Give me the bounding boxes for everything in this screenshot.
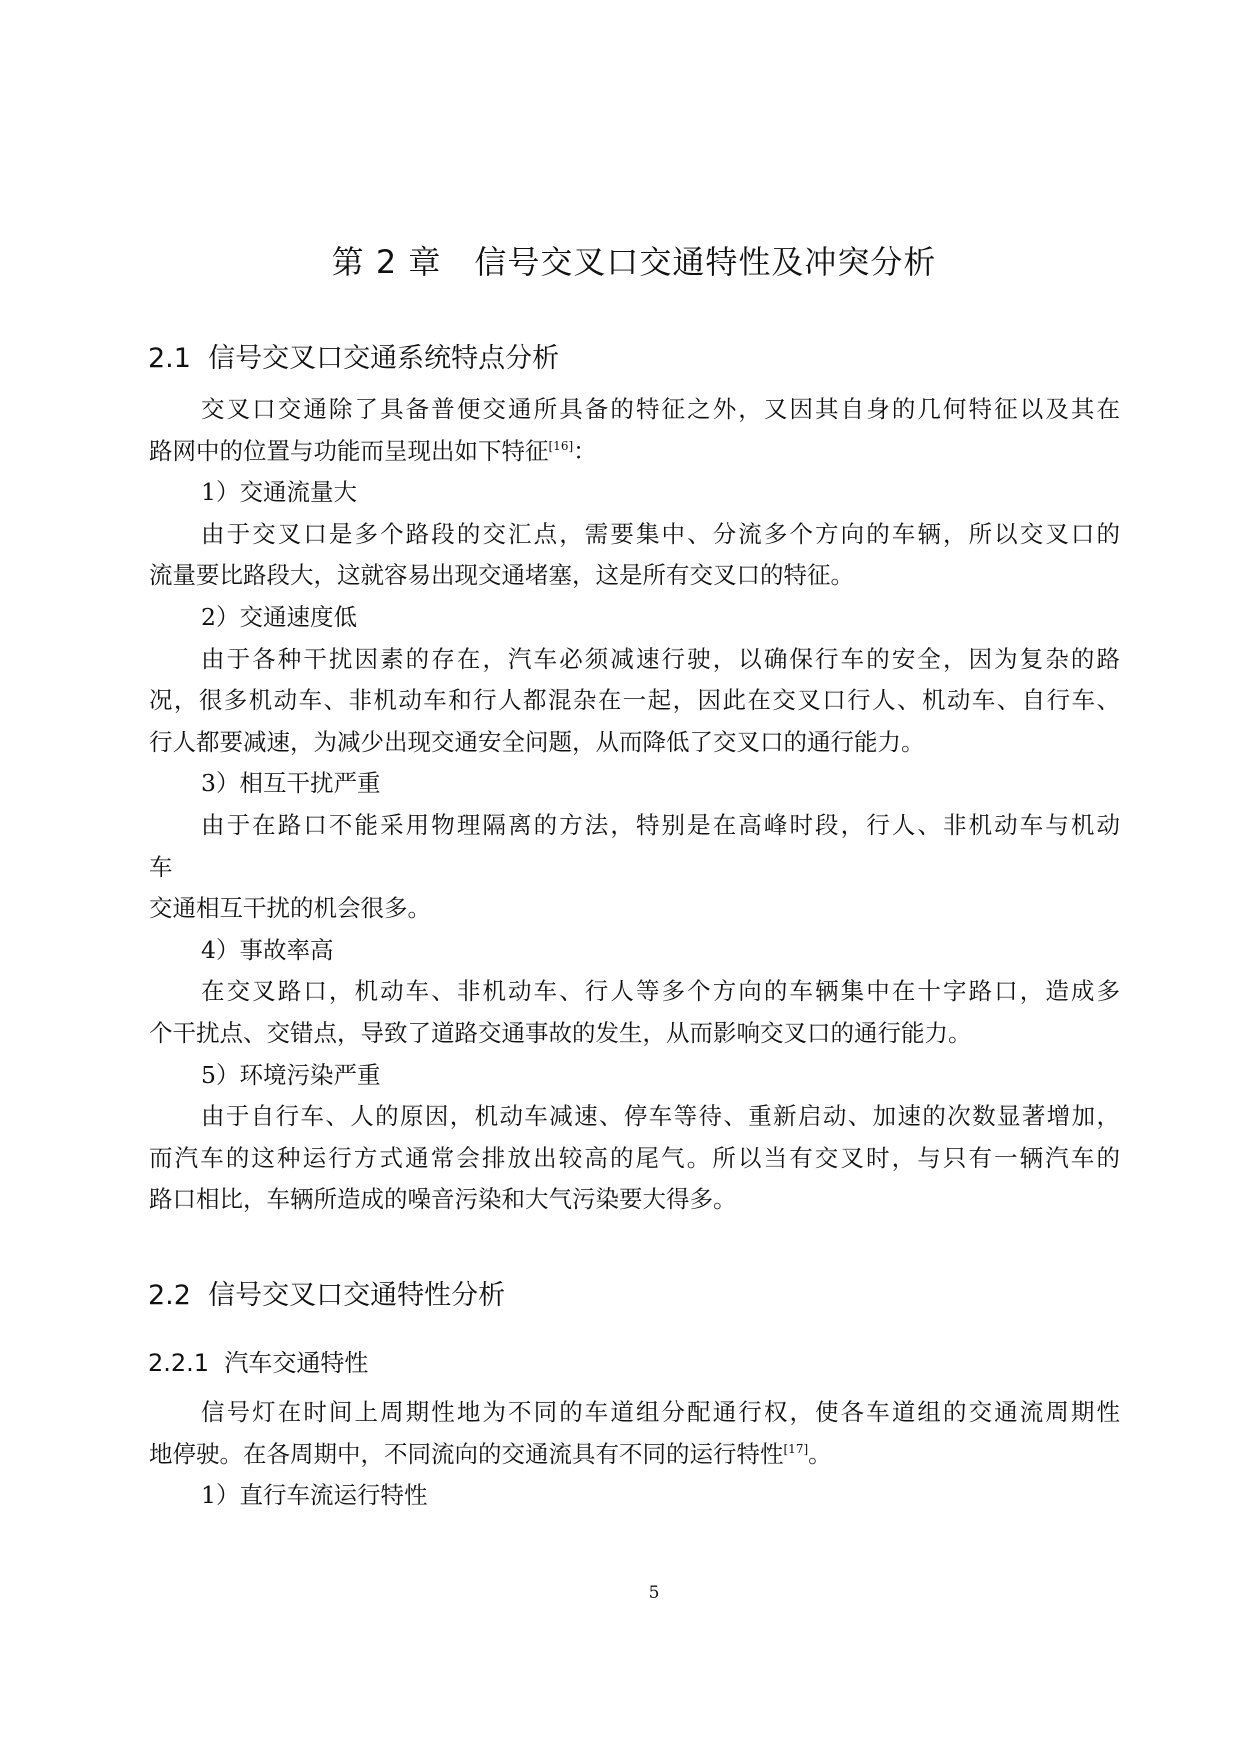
text-line [149,1138,1120,1180]
text-line [149,722,1120,764]
text-line [149,1392,1120,1434]
section-heading-2-1: 2.1 信号交叉口交通系统特点分析 [148,343,560,374]
line-text: 1）直行车流运行特性 [201,1481,428,1510]
chapter-title: 第 2 章 信号交叉口交通特性及冲突分析 [331,243,937,281]
text-line [149,971,1120,1013]
line-text: 车 [149,852,173,881]
line-text: 行人都要减速，为减少出现交通安全问题，从而降低了交叉口的通行能力。 [149,727,925,756]
line-text: 况，很多机动车、非机动车和行人都混杂在一起，因此在交叉口行人、机动车、自行车、 [149,686,1120,715]
line-text: 路网中的位置与功能而呈现出如下特征 [149,436,549,465]
subsection-heading-2-2-1: 2.2.1 汽车交通特性 [148,1349,369,1377]
line-text: 3）相互干扰严重 [201,769,381,798]
line-text: 5）环境污染严重 [201,1060,381,1089]
line-punctuation: ： [573,436,597,465]
text-line [149,597,1120,639]
citation-reference: [16] [548,438,574,453]
line-text: 由于各种干扰因素的存在，汽车必须减速行驶，以确保行车的安全，因为复杂的路 [201,644,1120,673]
line-text: 而汽车的这种运行方式通常会排放出较高的尾气。所以当有交叉时，与只有一辆汽车的 [149,1143,1120,1172]
text-line [149,639,1120,681]
line-text: 4）事故率高 [201,935,334,964]
text-line [149,680,1120,722]
line-text: 交叉口交通除了具备普便交通所具备的特征之外，又因其自身的几何特征以及其在 [201,395,1120,423]
text-line [149,389,1120,431]
line-text: 由于交叉口是多个路段的交汇点，需要集中、分流多个方向的车辆，所以交叉口的 [201,519,1120,548]
line-text: 2）交通速度低 [201,602,357,631]
section-heading-2-2: 2.2 信号交叉口交通特性分析 [148,1280,506,1311]
text-line [149,1055,1120,1097]
text-line [149,930,1120,972]
text-line [149,763,1120,805]
section-2-1-body [149,389,1120,1221]
page-number: 5 [648,1583,660,1603]
line-text: 1）交通流量大 [201,478,357,507]
line-text: 流量要比路段大，这就容易出现交通堵塞，这是所有交叉口的特征。 [149,561,854,590]
line-text: 由于自行车、人的原因，机动车减速、停车等待、重新启动、加速的次数显著增加， [201,1102,1120,1131]
line-text: 交通相互干扰的机会很多。 [149,894,431,923]
line-punctuation: 。 [808,1439,832,1468]
text-line [149,472,1120,514]
text-line [149,847,1120,889]
line-text: 个干扰点、交错点，导致了道路交通事故的发生，从而影响交叉口的通行能力。 [149,1018,972,1047]
line-text: 由于在路口不能采用物理隔离的方法，特别是在高峰时段，行人、非机动车与机动 [201,810,1120,839]
text-line [149,555,1120,597]
text-line [149,431,1120,473]
text-line [149,805,1120,847]
line-text: 在交叉路口，机动车、非机动车、行人等多个方向的车辆集中在十字路口，造成多 [201,977,1120,1006]
line-text: 信号灯在时间上周期性地为不同的车道组分配通行权，使各车道组的交通流周期性 [201,1398,1120,1426]
text-line [149,514,1120,556]
citation-reference: [17] [783,1441,809,1456]
section-2-2-1-body [149,1392,1120,1517]
text-line [149,1434,1120,1476]
line-text: 路口相比，车辆所造成的噪音污染和大气污染要大得多。 [149,1185,737,1214]
line-text: 地停驶。在各周期中，不同流向的交通流具有不同的运行特性 [149,1439,784,1468]
text-line [149,888,1120,930]
text-line [149,1013,1120,1055]
text-line [149,1179,1120,1221]
text-line [149,1096,1120,1138]
text-line [149,1475,1120,1517]
